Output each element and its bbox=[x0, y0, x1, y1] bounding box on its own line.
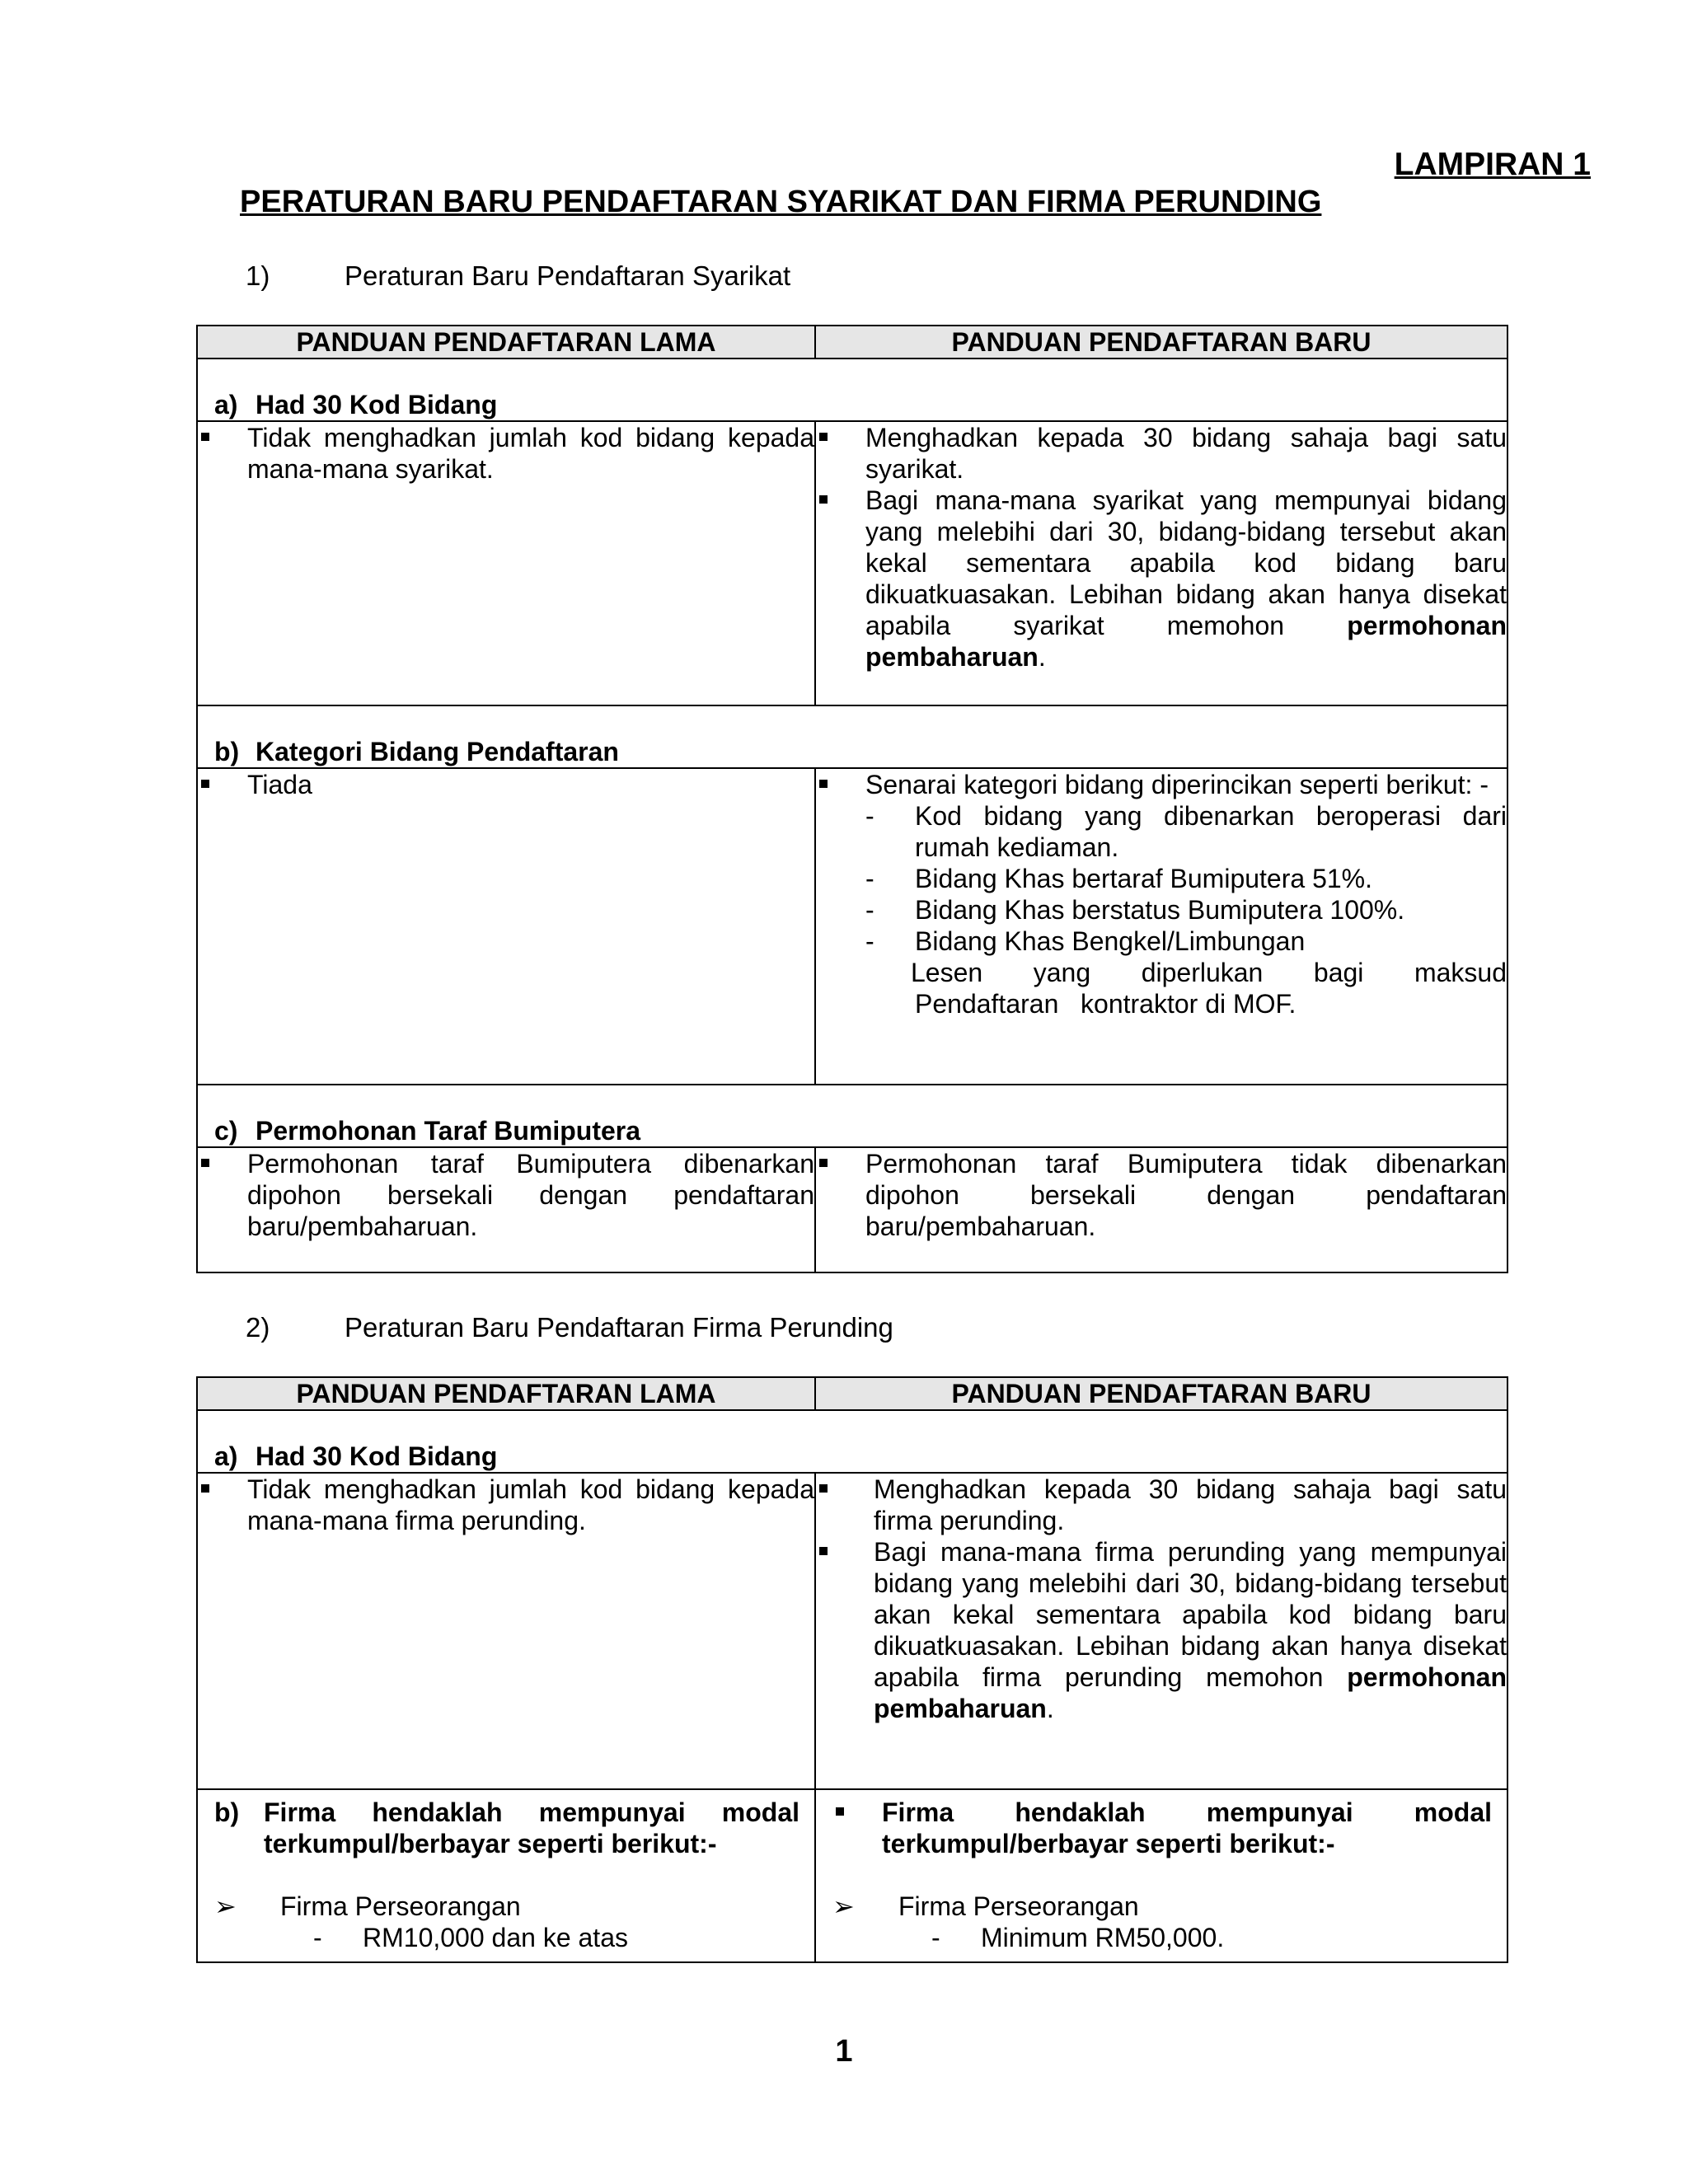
section-2-heading bbox=[246, 1312, 893, 1343]
section-1-number: 1) bbox=[246, 260, 270, 291]
list-item bbox=[865, 926, 1507, 957]
capital-value-item bbox=[214, 1922, 799, 1953]
new-rule-cell bbox=[815, 1473, 1507, 1789]
old-rule-cell bbox=[197, 1473, 815, 1789]
bold-text: permohonan pembaharuan bbox=[874, 1662, 1507, 1723]
subsection-a-heading bbox=[197, 1410, 1507, 1473]
subsection-title: Had 30 Kod Bidang bbox=[256, 390, 498, 419]
page-number: 1 bbox=[835, 2034, 853, 2069]
capital-heading bbox=[214, 1797, 799, 1859]
capital-heading: Firma hendaklah mempunyai modal terkumpul/berbayar seperti berikut:- bbox=[832, 1797, 1492, 1859]
new-rule-cell bbox=[815, 768, 1507, 1085]
dash-marker: - bbox=[865, 895, 874, 925]
column-header-old: PANDUAN PENDAFTARAN LAMA bbox=[197, 1377, 815, 1410]
bold-text: permohonan pembaharuan bbox=[865, 611, 1507, 672]
document-title: PERATURAN BARU PENDAFTARAN SYARIKAT DAN FIRMA PERUNDING bbox=[240, 185, 1322, 219]
subsection-a-heading bbox=[197, 359, 1507, 421]
list-item bbox=[865, 894, 1507, 926]
dash-marker: - bbox=[931, 1923, 940, 1952]
bullet-end: . bbox=[1038, 642, 1046, 672]
old-capital-cell bbox=[197, 1789, 815, 1962]
list-item-text: Bidang Khas bertaraf Bumiputera 51%. bbox=[915, 864, 1372, 893]
firm-type-item bbox=[214, 1891, 799, 1922]
bullet-item: Tidak menghadkan jumlah kod bidang kepada mana-mana firma perunding. bbox=[198, 1474, 814, 1536]
column-header-new: PANDUAN PENDAFTARAN BARU bbox=[815, 326, 1507, 359]
list-item bbox=[865, 800, 1507, 863]
subsection-label: b) bbox=[214, 1797, 240, 1827]
dash-marker: - bbox=[865, 864, 874, 893]
dash-marker: - bbox=[313, 1923, 322, 1952]
capital-value: Minimum RM50,000. bbox=[981, 1923, 1225, 1952]
firm-type-item bbox=[832, 1891, 1492, 1922]
list-item-text: Kod bidang yang dibenarkan beroperasi dari rumah kediaman. bbox=[915, 801, 1507, 862]
section-1-title: Peraturan Baru Pendaftaran Syarikat bbox=[345, 260, 791, 291]
bullet-item: Senarai kategori bidang diperincikan seperti berikut: - bbox=[816, 769, 1507, 800]
section-1-heading bbox=[246, 260, 790, 292]
subsection-title: Had 30 Kod Bidang bbox=[256, 1441, 498, 1471]
list-item-text: Bidang Khas berstatus Bumiputera 100%. bbox=[915, 895, 1405, 925]
subsection-c-heading bbox=[197, 1085, 1507, 1147]
column-header-old: PANDUAN PENDAFTARAN LAMA bbox=[197, 326, 815, 359]
section-2-title: Peraturan Baru Pendaftaran Firma Perunding bbox=[345, 1312, 893, 1343]
bullet-item: Permohonan taraf Bumiputera dibenarkan dipohon bersekali dengan pendaftaran baru/pembaharuan. bbox=[198, 1148, 814, 1242]
category-list bbox=[816, 800, 1507, 1019]
bullet-text: Bagi mana-mana firma perunding yang mempunyai bidang yang melebihi dari 30, bidang-bidang tersebut akan kekal sementara apabila kod bidang baru dikuatkuasakan. Lebihan bidang akan hanya disekat apabila firma perunding memohon bbox=[874, 1537, 1507, 1692]
capital-heading-text: Firma hendaklah mempunyai modal terkumpul/berbayar seperti berikut:- bbox=[264, 1797, 799, 1858]
new-rule-cell bbox=[815, 421, 1507, 705]
subsection-label: c) bbox=[214, 1116, 238, 1146]
list-item-text: Bidang Khas Bengkel/Limbungan bbox=[915, 926, 1306, 956]
list-item bbox=[865, 863, 1507, 894]
subsection-label: b) bbox=[214, 737, 240, 766]
dash-marker: - bbox=[865, 926, 874, 956]
old-rule-cell bbox=[197, 768, 815, 1085]
bullet-item: Menghadkan kepada 30 bidang sahaja bagi satu syarikat. bbox=[816, 422, 1507, 485]
new-capital-cell bbox=[815, 1789, 1507, 1962]
firm-type-text: Firma Perseorangan bbox=[280, 1891, 521, 1921]
capital-value-item bbox=[832, 1922, 1492, 1953]
bullet-text: Bagi mana-mana syarikat yang mempunyai bidang yang melebihi dari 30, bidang-bidang tersebut akan kekal sementara apabila kod bidang baru dikuatkuasakan. Lebihan bidang akan hanya disekat apabila syarikat memohon bbox=[865, 485, 1507, 640]
licence-note-cont: Pendaftaran kontraktor di MOF. bbox=[915, 989, 1296, 1019]
capital-value: RM10,000 dan ke atas bbox=[363, 1923, 628, 1952]
old-rule-cell bbox=[197, 421, 815, 705]
section-2-table bbox=[196, 1376, 1508, 1963]
bullet-item: Tidak menghadkan jumlah kod bidang kepada mana-mana syarikat. bbox=[198, 422, 814, 485]
arrow-bullet-icon: ➢ bbox=[832, 1891, 855, 1921]
subsection-title: Kategori Bidang Pendaftaran bbox=[256, 737, 619, 766]
section-1-table bbox=[196, 325, 1508, 1273]
column-header-new: PANDUAN PENDAFTARAN BARU bbox=[815, 1377, 1507, 1410]
subsection-label: a) bbox=[214, 1441, 238, 1471]
subsection-label: a) bbox=[214, 390, 238, 419]
dash-marker: - bbox=[865, 801, 874, 831]
bullet-item: Menghadkan kepada 30 bidang sahaja bagi satu firma perunding. bbox=[816, 1474, 1507, 1536]
licence-note: Lesen yang diperlukan bagi maksud bbox=[911, 958, 1507, 987]
bullet-item bbox=[816, 1536, 1507, 1724]
section-2-number: 2) bbox=[246, 1312, 270, 1343]
appendix-label: LAMPIRAN 1 bbox=[1394, 147, 1591, 182]
bullet-end: . bbox=[1046, 1694, 1054, 1723]
new-rule-cell bbox=[815, 1147, 1507, 1272]
bullet-item: Permohonan taraf Bumiputera tidak dibenarkan dipohon bersekali dengan pendaftaran baru/pembaharuan. bbox=[816, 1148, 1507, 1242]
subsection-title: Permohonan Taraf Bumiputera bbox=[256, 1116, 641, 1146]
arrow-bullet-icon: ➢ bbox=[214, 1891, 237, 1921]
firm-type-text: Firma Perseorangan bbox=[898, 1891, 1139, 1921]
bullet-item: Tiada bbox=[198, 769, 814, 800]
subsection-b-heading bbox=[197, 705, 1507, 768]
bullet-item bbox=[816, 485, 1507, 673]
old-rule-cell bbox=[197, 1147, 815, 1272]
